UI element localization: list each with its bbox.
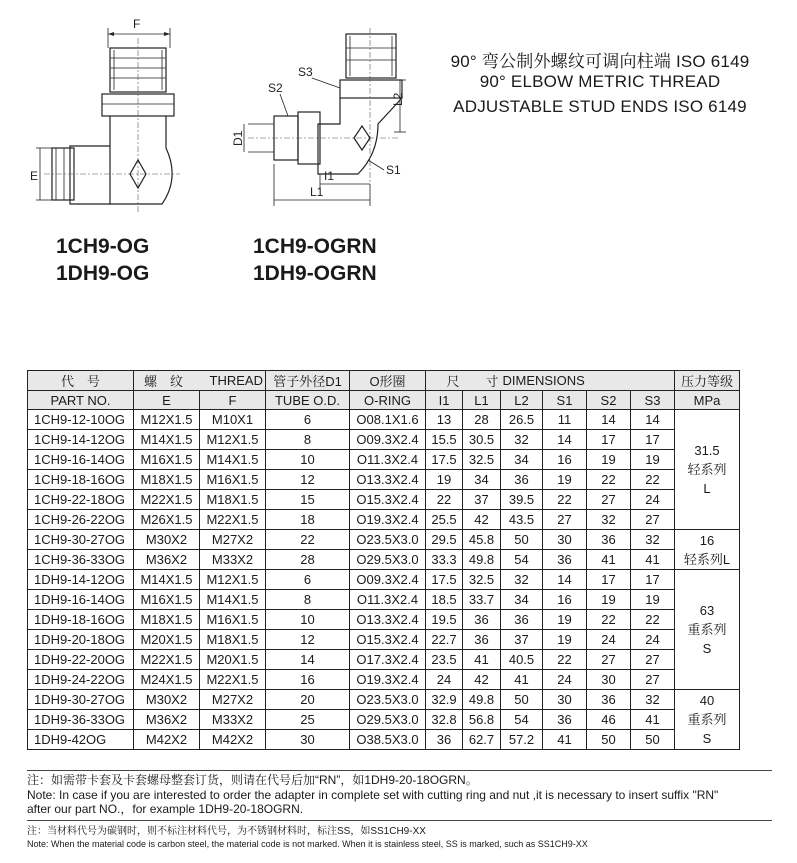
table-row — [28, 450, 740, 470]
part-number-cell: 1DH9-18-16OG — [28, 610, 134, 630]
dim-l2-label: L2 — [391, 92, 405, 106]
table-row — [28, 610, 740, 630]
header-mpa: MPa — [675, 391, 740, 410]
header-e: E — [134, 391, 200, 410]
table-cell: 36 — [587, 530, 631, 550]
table-cell: 36 — [543, 550, 587, 570]
header-oring-cn: O形圈 — [350, 371, 426, 391]
table-cell: 32 — [631, 530, 675, 550]
table-cell: 27 — [631, 670, 675, 690]
table-cell: 33.3 — [426, 550, 463, 570]
table-cell: 12 — [266, 630, 350, 650]
part-number-cell: 1CH9-14-12OG — [28, 430, 134, 450]
table-cell: 27 — [543, 510, 587, 530]
part-number-cell: 1DH9-22-20OG — [28, 650, 134, 670]
table-cell: 22.7 — [426, 630, 463, 650]
table-cell: 13 — [426, 410, 463, 430]
pressure-series: 轻系列L — [683, 551, 731, 567]
table-cell: 19 — [543, 610, 587, 630]
table-cell: 22 — [426, 490, 463, 510]
dim-l1-label: L1 — [310, 185, 324, 199]
table-cell: O13.3X2.4 — [350, 610, 426, 630]
table-cell: 36 — [463, 610, 501, 630]
header-s1: S1 — [543, 391, 587, 410]
header-dims-cn: 尺 寸 — [426, 371, 501, 391]
table-cell: 36 — [587, 690, 631, 710]
table-cell: 40.5 — [501, 650, 543, 670]
table-cell: M42X2 — [134, 730, 200, 750]
table-cell: 37 — [501, 630, 543, 650]
table-cell: M42X2 — [200, 730, 266, 750]
table-cell: 41 — [587, 550, 631, 570]
table-cell: 17 — [587, 430, 631, 450]
table-cell: 22 — [587, 470, 631, 490]
table-cell: 17 — [587, 570, 631, 590]
table-row — [28, 710, 740, 730]
pressure-series: 重系列 — [687, 712, 727, 727]
table-row — [28, 410, 740, 430]
pressure-value: 16 — [699, 532, 715, 548]
table-cell: M33X2 — [200, 550, 266, 570]
table-cell: O15.3X2.4 — [350, 630, 426, 650]
title-line-3: ADJUSTABLE STUD ENDS ISO 6149 — [453, 97, 747, 116]
table-cell: M20X1.5 — [200, 650, 266, 670]
pressure-group-cell — [675, 570, 740, 690]
table-cell: 16 — [266, 670, 350, 690]
table-cell: 46 — [587, 710, 631, 730]
table-cell: 19.5 — [426, 610, 463, 630]
table-cell: M26X1.5 — [134, 510, 200, 530]
header-s2: S2 — [587, 391, 631, 410]
part-number-cell: 1CH9-26-22OG — [28, 510, 134, 530]
pressure-value: 63 — [699, 603, 715, 618]
header-thread-en: THREAD — [200, 371, 266, 391]
dim-s2-label: S2 — [268, 81, 283, 95]
table-cell: M22X1.5 — [200, 510, 266, 530]
table-cell: 50 — [631, 730, 675, 750]
table-cell: 29.5 — [426, 530, 463, 550]
table-row — [28, 730, 740, 750]
part-label-ogrn-1: 1CH9-OGRN — [253, 235, 377, 258]
table-cell: M14X1.5 — [200, 590, 266, 610]
table-cell: 34 — [501, 450, 543, 470]
table-cell: 19 — [631, 450, 675, 470]
table-cell: M14X1.5 — [200, 450, 266, 470]
table-cell: 45.8 — [463, 530, 501, 550]
table-cell: M16X1.5 — [134, 450, 200, 470]
table-cell: 32 — [587, 510, 631, 530]
table-cell: O08.1X1.6 — [350, 410, 426, 430]
table-cell: M33X2 — [200, 710, 266, 730]
table-cell: 22 — [266, 530, 350, 550]
table-header-row-1 — [28, 371, 740, 391]
notes-mid-rule — [27, 820, 772, 821]
note-material-cn: 注：当材料代号为碳钢时，则不标注材料代号，为不锈钢材料时，标注SS，如SS1CH9-XX — [27, 826, 426, 837]
table-cell: 12 — [266, 470, 350, 490]
table-cell: M24X1.5 — [134, 670, 200, 690]
header-code: 代 号 — [28, 371, 134, 391]
table-cell: 50 — [501, 530, 543, 550]
table-row — [28, 510, 740, 530]
pressure-group-cell — [675, 530, 740, 570]
part-number-cell: 1DH9-16-14OG — [28, 590, 134, 610]
table-row — [28, 670, 740, 690]
table-cell: M10X1 — [200, 410, 266, 430]
table-cell: 19 — [543, 630, 587, 650]
table-cell: M36X2 — [134, 710, 200, 730]
table-cell: 41 — [631, 550, 675, 570]
table-cell: 14 — [266, 650, 350, 670]
part-number-cell: 1DH9-42OG — [28, 730, 134, 750]
part-number-cell: 1CH9-22-18OG — [28, 490, 134, 510]
table-cell: 62.7 — [463, 730, 501, 750]
table-cell: 15 — [266, 490, 350, 510]
table-cell: 6 — [266, 570, 350, 590]
table-cell: M12X1.5 — [134, 410, 200, 430]
pressure-code: S — [702, 641, 712, 656]
table-row — [28, 650, 740, 670]
table-cell: 15.5 — [426, 430, 463, 450]
header-tube-od-cn: 管子外径D1 — [266, 371, 350, 391]
table-cell: 16 — [543, 590, 587, 610]
table-cell: 32.5 — [463, 450, 501, 470]
title-line-1: 90° 弯公制外螺纹可调向柱端 ISO 6149 — [450, 52, 750, 71]
table-cell: 17.5 — [426, 450, 463, 470]
pressure-group-cell — [675, 690, 740, 750]
part-number-cell: 1DH9-20-18OG — [28, 630, 134, 650]
table-cell: 27 — [587, 650, 631, 670]
table-cell: M14X1.5 — [134, 430, 200, 450]
table-cell: 16 — [543, 450, 587, 470]
dim-i1-label: I1 — [324, 169, 335, 183]
table-cell: 42 — [463, 670, 501, 690]
table-cell: 18 — [266, 510, 350, 530]
table-cell: 27 — [587, 490, 631, 510]
dim-f-label: F — [133, 17, 141, 31]
table-row — [28, 550, 740, 570]
table-row — [28, 490, 740, 510]
table-cell: O38.5X3.0 — [350, 730, 426, 750]
table-cell: 17.5 — [426, 570, 463, 590]
table-cell: M20X1.5 — [134, 630, 200, 650]
table-cell: 41 — [463, 650, 501, 670]
table-cell: M30X2 — [134, 690, 200, 710]
table-cell: 17 — [631, 430, 675, 450]
table-cell: 8 — [266, 430, 350, 450]
table-cell: 11 — [543, 410, 587, 430]
pressure-code: S — [702, 731, 712, 746]
table-cell: 19 — [426, 470, 463, 490]
table-cell: 28 — [266, 550, 350, 570]
table-cell: 30 — [266, 730, 350, 750]
table-cell: O09.3X2.4 — [350, 430, 426, 450]
table-cell: O09.3X2.4 — [350, 570, 426, 590]
table-cell: 24 — [426, 670, 463, 690]
pressure-group-cell — [675, 410, 740, 530]
pressure-value: 40 — [699, 693, 715, 708]
table-cell: 24 — [587, 630, 631, 650]
header-dims-en: DIMENSIONS — [501, 371, 675, 391]
part-label-ogrn-2: 1DH9-OGRN — [253, 262, 377, 285]
header-thread-cn: 螺 纹 — [134, 371, 200, 391]
table-cell: 36 — [426, 730, 463, 750]
table-cell: 24 — [631, 630, 675, 650]
table-cell: M22X1.5 — [134, 650, 200, 670]
table-cell: 14 — [543, 430, 587, 450]
table-row — [28, 530, 740, 550]
table-cell: 56.8 — [463, 710, 501, 730]
table-cell: 22 — [631, 610, 675, 630]
table-cell: 19 — [587, 450, 631, 470]
header-pressure-cn: 压力等级 — [675, 371, 740, 391]
table-cell: 33.7 — [463, 590, 501, 610]
table-cell: 32.9 — [426, 690, 463, 710]
table-cell: M36X2 — [134, 550, 200, 570]
table-cell: 14 — [543, 570, 587, 590]
table-cell: 10 — [266, 450, 350, 470]
table-cell: O19.3X2.4 — [350, 670, 426, 690]
header-i1: I1 — [426, 391, 463, 410]
header-l1: L1 — [463, 391, 501, 410]
table-cell: O17.3X2.4 — [350, 650, 426, 670]
table-cell: 22 — [631, 470, 675, 490]
table-cell: 23.5 — [426, 650, 463, 670]
table-cell: 34 — [501, 590, 543, 610]
table-cell: 50 — [587, 730, 631, 750]
table-cell: 14 — [631, 410, 675, 430]
table-cell: O29.5X3.0 — [350, 710, 426, 730]
table-cell: 42 — [463, 510, 501, 530]
table-cell: M14X1.5 — [134, 570, 200, 590]
part-number-cell: 1DH9-24-22OG — [28, 670, 134, 690]
table-cell: 30 — [543, 690, 587, 710]
header-s3: S3 — [631, 391, 675, 410]
table-cell: O23.5X3.0 — [350, 530, 426, 550]
header-part-no: PART NO. — [28, 391, 134, 410]
header-f: F — [200, 391, 266, 410]
note-en-2: after our part NO.，for example 1DH9-20-18OGRN. — [27, 802, 304, 816]
table-cell: 50 — [501, 690, 543, 710]
table-cell: 32 — [501, 570, 543, 590]
note-material-en: Note: When the material code is carbon steel, the material code is not marked. When it is stainless steel, SS is marked, such as SS1CH9-XX — [27, 839, 588, 849]
table-cell: 32.5 — [463, 570, 501, 590]
note-cn: 注：如需带卡套及卡套螺母整套订货，则请在代号后加“RN”，如1DH9-20-18OGRN。 — [27, 773, 478, 787]
table-cell: 32 — [501, 430, 543, 450]
table-cell: 37 — [463, 490, 501, 510]
table-row — [28, 470, 740, 490]
table-row — [28, 570, 740, 590]
table-cell: O29.5X3.0 — [350, 550, 426, 570]
table-cell: 30.5 — [463, 430, 501, 450]
table-cell: 49.8 — [463, 550, 501, 570]
table-cell: 54 — [501, 550, 543, 570]
table-cell: O19.3X2.4 — [350, 510, 426, 530]
table-row — [28, 430, 740, 450]
part-number-cell: 1DH9-30-27OG — [28, 690, 134, 710]
table-cell: 27 — [631, 650, 675, 670]
table-cell: 24 — [631, 490, 675, 510]
table-cell: M18X1.5 — [200, 490, 266, 510]
table-cell: M12X1.5 — [200, 430, 266, 450]
table-cell: 36 — [463, 630, 501, 650]
pressure-series: 轻系列 — [687, 462, 727, 477]
part-number-cell: 1DH9-14-12OG — [28, 570, 134, 590]
table-cell: M22X1.5 — [134, 490, 200, 510]
table-cell: 41 — [631, 710, 675, 730]
table-cell: M18X1.5 — [134, 470, 200, 490]
table-cell: 19 — [631, 590, 675, 610]
table-cell: M27X2 — [200, 530, 266, 550]
table-cell: 54 — [501, 710, 543, 730]
table-cell: 8 — [266, 590, 350, 610]
table-cell: 57.2 — [501, 730, 543, 750]
table-cell: 28 — [463, 410, 501, 430]
table-cell: 18.5 — [426, 590, 463, 610]
elbow-fitting-drawing-ogrn — [228, 24, 428, 219]
dim-e-label: E — [30, 169, 39, 183]
part-number-cell: 1DH9-36-33OG — [28, 710, 134, 730]
table-cell: 39.5 — [501, 490, 543, 510]
dim-s3-label: S3 — [298, 65, 313, 79]
table-cell: 14 — [587, 410, 631, 430]
table-cell: 32 — [631, 690, 675, 710]
table-row — [28, 690, 740, 710]
table-cell: 43.5 — [501, 510, 543, 530]
table-cell: M27X2 — [200, 690, 266, 710]
note-en-1: Note: In case if you are interested to order the adapter in complete set with cutting ring and nut ,it is necessary to insert suffix "RN" — [27, 788, 719, 802]
part-label-og-1: 1CH9-OG — [56, 235, 150, 258]
table-cell: M18X1.5 — [134, 610, 200, 630]
table-cell: 49.8 — [463, 690, 501, 710]
table-cell: 30 — [587, 670, 631, 690]
table-cell: O13.3X2.4 — [350, 470, 426, 490]
table-cell: 41 — [501, 670, 543, 690]
part-number-cell: 1CH9-18-16OG — [28, 470, 134, 490]
table-header-row-2 — [28, 391, 740, 410]
table-cell: 6 — [266, 410, 350, 430]
dim-d1-label: D1 — [231, 130, 245, 146]
title-line-2: 90° ELBOW METRIC THREAD — [479, 72, 721, 91]
table-cell: 27 — [631, 510, 675, 530]
table-cell: O11.3X2.4 — [350, 590, 426, 610]
pressure-value: 31.5 — [694, 443, 720, 458]
table-cell: O11.3X2.4 — [350, 450, 426, 470]
table-cell: M16X1.5 — [200, 470, 266, 490]
part-number-cell: 1CH9-36-33OG — [28, 550, 134, 570]
table-cell: 36 — [543, 710, 587, 730]
table-cell: 41 — [543, 730, 587, 750]
part-number-cell: 1CH9-12-10OG — [28, 410, 134, 430]
table-cell: O23.5X3.0 — [350, 690, 426, 710]
pressure-code: L — [703, 481, 711, 496]
table-cell: O15.3X2.4 — [350, 490, 426, 510]
table-cell: 22 — [587, 610, 631, 630]
spec-table — [27, 370, 740, 750]
table-cell: 17 — [631, 570, 675, 590]
table-cell: 19 — [543, 470, 587, 490]
table-cell: M22X1.5 — [200, 670, 266, 690]
part-label-og-2: 1DH9-OG — [56, 262, 150, 285]
header-oring: O-RING — [350, 391, 426, 410]
part-number-cell: 1CH9-30-27OG — [28, 530, 134, 550]
table-cell: 25.5 — [426, 510, 463, 530]
table-cell: M12X1.5 — [200, 570, 266, 590]
table-cell: M16X1.5 — [134, 590, 200, 610]
table-cell: 20 — [266, 690, 350, 710]
table-cell: 26.5 — [501, 410, 543, 430]
notes-top-rule — [27, 770, 772, 771]
table-cell: 30 — [543, 530, 587, 550]
table-cell: 22 — [543, 650, 587, 670]
table-cell: 34 — [463, 470, 501, 490]
table-cell: 10 — [266, 610, 350, 630]
table-cell: M30X2 — [134, 530, 200, 550]
table-cell: 24 — [543, 670, 587, 690]
elbow-fitting-drawing-og — [30, 8, 220, 228]
table-row — [28, 630, 740, 650]
table-cell: M18X1.5 — [200, 630, 266, 650]
table-cell: 36 — [501, 610, 543, 630]
header-l2: L2 — [501, 391, 543, 410]
header-tube-od: TUBE O.D. — [266, 391, 350, 410]
table-cell: 36 — [501, 470, 543, 490]
part-number-cell: 1CH9-16-14OG — [28, 450, 134, 470]
table-row — [28, 590, 740, 610]
dim-s1-label: S1 — [386, 163, 401, 177]
table-cell: 22 — [543, 490, 587, 510]
table-cell: 32.8 — [426, 710, 463, 730]
table-cell: 25 — [266, 710, 350, 730]
table-cell: M16X1.5 — [200, 610, 266, 630]
pressure-series: 重系列 — [687, 622, 727, 637]
table-cell: 19 — [587, 590, 631, 610]
